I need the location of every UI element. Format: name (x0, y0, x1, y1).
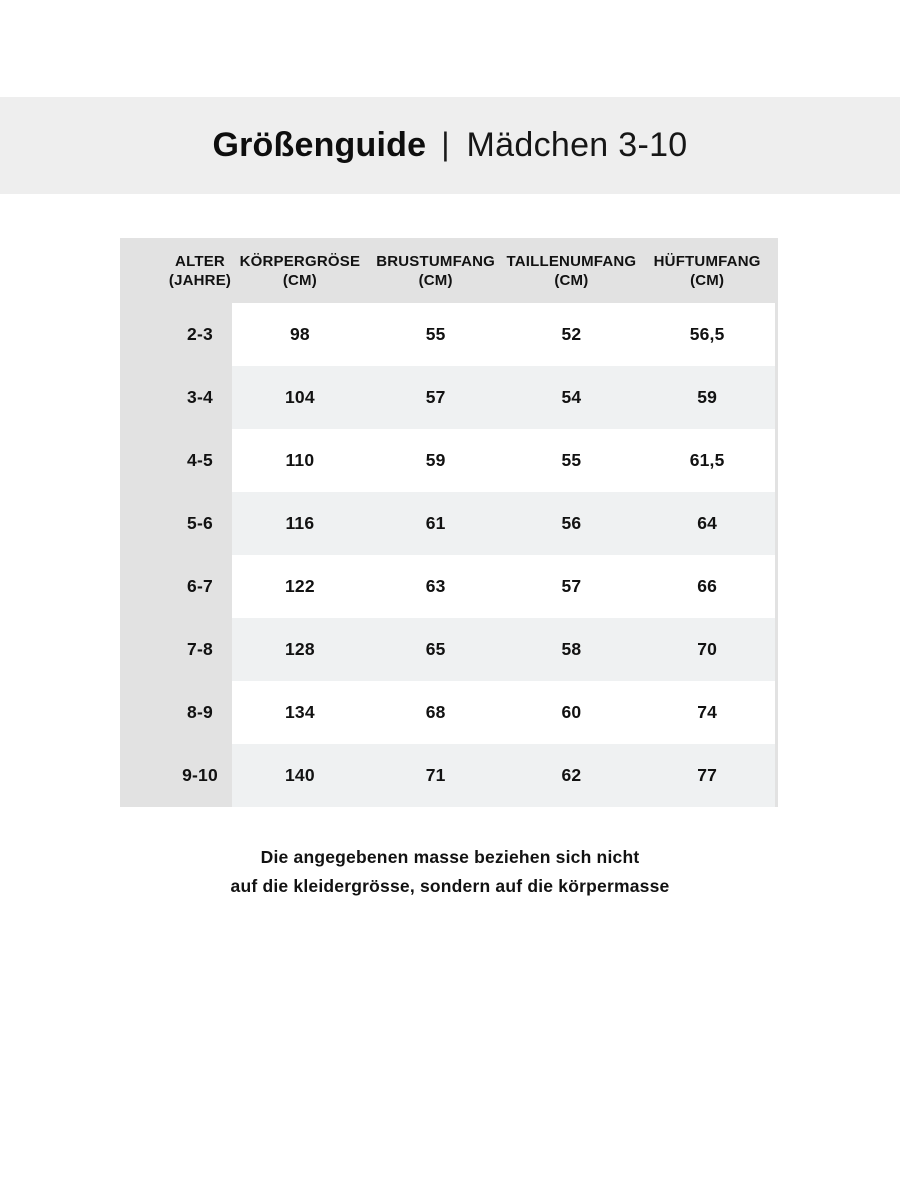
header-alter (120, 238, 232, 303)
title-separator: | (441, 126, 450, 162)
header-koerpergroesse (232, 238, 368, 303)
value-cell: 59 (639, 366, 775, 429)
value-cell: 63 (368, 555, 504, 618)
measurement-note-line2: auf die kleidergrösse, sondern auf die körpermasse (230, 876, 670, 896)
measurement-note (0, 843, 900, 901)
table-row (120, 492, 775, 555)
header-label: BRUSTUMFANG (376, 252, 496, 270)
value-cell: 55 (368, 303, 504, 366)
value-cell: 98 (232, 303, 368, 366)
header-unit: (JAHRE) (168, 271, 232, 289)
table-row (120, 681, 775, 744)
age-cell: 2-3 (187, 324, 213, 344)
table-row (120, 744, 775, 807)
table-row (120, 303, 775, 366)
header-unit: (CM) (282, 271, 317, 289)
value-cell: 122 (232, 555, 368, 618)
age-cell: 4-5 (187, 450, 213, 470)
header-unit: (CM) (554, 271, 589, 289)
value-cell: 110 (232, 429, 368, 492)
value-cell: 68 (368, 681, 504, 744)
value-cell: 140 (232, 744, 368, 807)
header-label: KÖRPERGRÖSE (239, 252, 361, 270)
value-cell: 54 (504, 366, 640, 429)
value-cell: 128 (232, 618, 368, 681)
page-title-secondary: Mädchen 3-10 (466, 126, 688, 164)
age-cell: 9-10 (182, 765, 218, 785)
value-cell: 56 (504, 492, 640, 555)
page-title-primary: Größenguide (212, 126, 427, 164)
value-cell: 134 (232, 681, 368, 744)
table-row (120, 366, 775, 429)
table-row (120, 618, 775, 681)
table-header-row (120, 238, 775, 303)
value-cell: 62 (504, 744, 640, 807)
header-brustumfang (368, 238, 504, 303)
value-cell: 57 (504, 555, 640, 618)
measurement-note-line1: Die angegebenen masse beziehen sich nicht (260, 847, 640, 867)
value-cell: 61,5 (639, 429, 775, 492)
value-cell: 66 (639, 555, 775, 618)
value-cell: 60 (504, 681, 640, 744)
header-unit: (CM) (690, 271, 725, 289)
size-table (120, 238, 778, 807)
value-cell: 74 (639, 681, 775, 744)
header-label: TAILLENUMFANG (506, 252, 637, 270)
header-label: ALTER (175, 252, 225, 270)
header-label: HÜFTUMFANG (653, 252, 761, 270)
table-row (120, 429, 775, 492)
value-cell: 104 (232, 366, 368, 429)
age-cell: 8-9 (187, 702, 213, 722)
age-cell: 7-8 (187, 639, 213, 659)
value-cell: 116 (232, 492, 368, 555)
value-cell: 70 (639, 618, 775, 681)
value-cell: 58 (504, 618, 640, 681)
value-cell: 65 (368, 618, 504, 681)
value-cell: 71 (368, 744, 504, 807)
header-taillenumfang (504, 238, 640, 303)
value-cell: 55 (504, 429, 640, 492)
value-cell: 57 (368, 366, 504, 429)
table-row (120, 555, 775, 618)
age-cell: 5-6 (187, 513, 213, 533)
value-cell: 77 (639, 744, 775, 807)
value-cell: 61 (368, 492, 504, 555)
age-cell: 3-4 (187, 387, 213, 407)
header-unit: (CM) (418, 271, 453, 289)
age-cell: 6-7 (187, 576, 213, 596)
value-cell: 59 (368, 429, 504, 492)
header-hueftumfang (639, 238, 775, 303)
value-cell: 56,5 (639, 303, 775, 366)
title-band (0, 97, 900, 194)
value-cell: 64 (639, 492, 775, 555)
value-cell: 52 (504, 303, 640, 366)
